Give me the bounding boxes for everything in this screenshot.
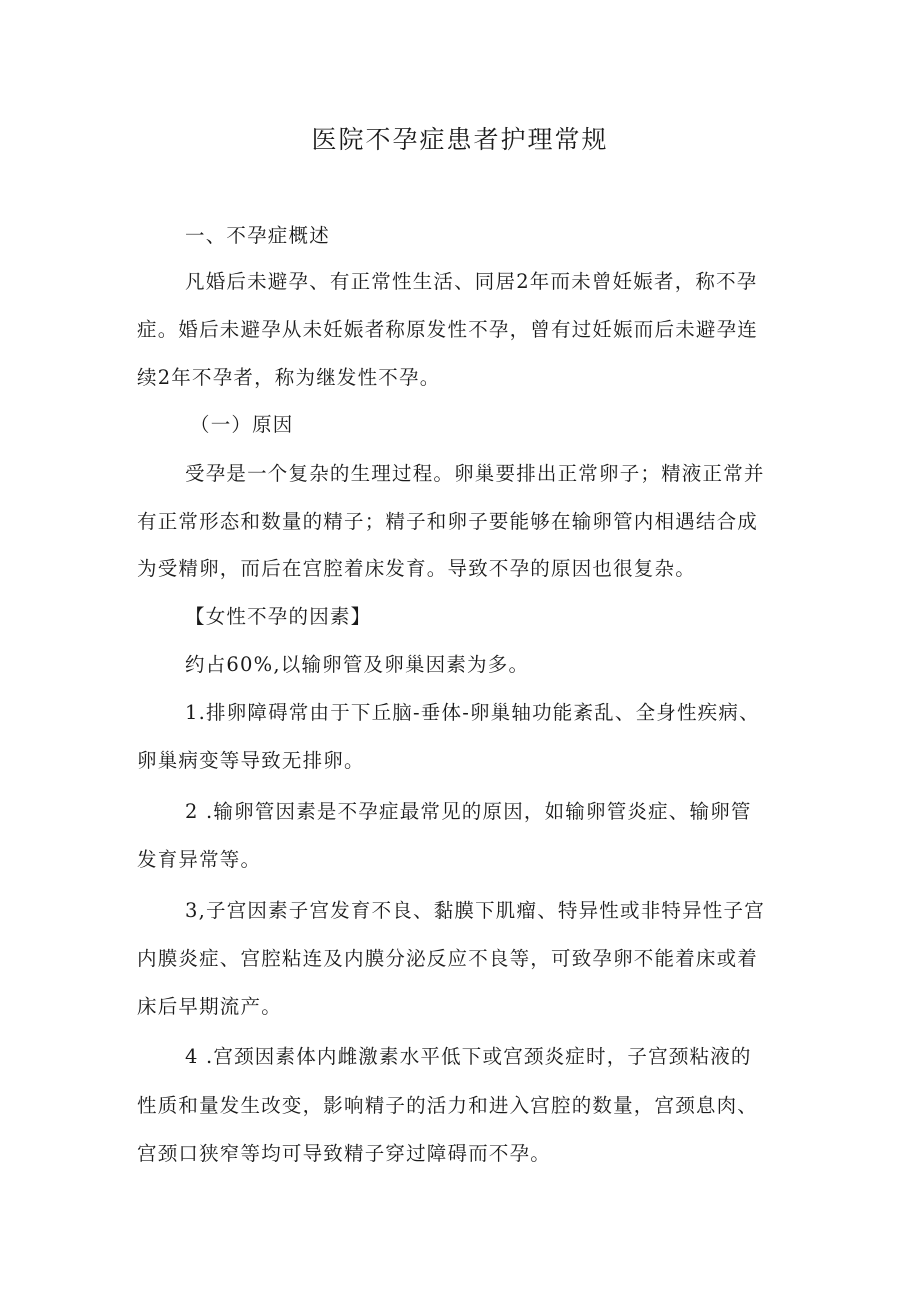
list-item-line: 发育异常等。	[137, 848, 262, 871]
paragraph-line: 症。婚后未避孕从未妊娠者称原发性不孕，曾有过妊娠而后未避孕连	[137, 318, 759, 341]
subsection-heading: （一）原因	[190, 413, 294, 436]
list-item-line: 4 .宫颈因素体内雌激素水平低下或宫颈炎症时，子宫颈粘液的	[185, 1045, 752, 1068]
list-item-line: 1.排卵障碍常由于下丘脑-垂体-卵巢轴功能紊乱、全身性疾病、	[185, 701, 760, 724]
list-item-line: 床后早期流产。	[137, 995, 282, 1018]
page-title: 医院不孕症患者护理常规	[311, 125, 609, 154]
paragraph-line: 续2年不孕者，称为继发性不孕。	[137, 366, 441, 389]
list-item-line: 卵巢病变等导致无排卵。	[137, 749, 365, 772]
paragraph-line: 约占60%,以输卵管及卵巢因素为多。	[185, 653, 530, 676]
list-item-line: 内膜炎症、宫腔粘连及内膜分泌反应不良等，可致孕卵不能着床或着	[137, 947, 759, 970]
list-item-line: 3,子宫因素子宫发育不良、黏膜下肌瘤、特异性或非特异性子宫	[185, 899, 765, 922]
list-item-line: 宫颈口狭窄等均可导致精子穿过障碍而不孕。	[137, 1142, 552, 1165]
section-heading: 一、不孕症概述	[185, 224, 330, 247]
paragraph-line: 凡婚后未避孕、有正常性生活、同居2年而未曾妊娠者，称不孕	[185, 270, 758, 293]
paragraph-line: 受孕是一个复杂的生理过程。卵巢要排出正常卵子；精液正常并	[185, 462, 765, 485]
paragraph-line: 有正常形态和数量的精子；精子和卵子要能够在输卵管内相遇结合成	[137, 510, 759, 533]
list-item-line: 2 .输卵管因素是不孕症最常见的原因，如输卵管炎症、输卵管	[185, 800, 752, 823]
list-item-line: 性质和量发生改变，影响精子的活力和进入宫腔的数量，宫颈息肉、	[137, 1094, 759, 1117]
paragraph-line: 为受精卵，而后在宫腔着床发育。导致不孕的原因也很复杂。	[137, 557, 696, 580]
subsection-heading: 【女性不孕的因素】	[185, 605, 372, 628]
